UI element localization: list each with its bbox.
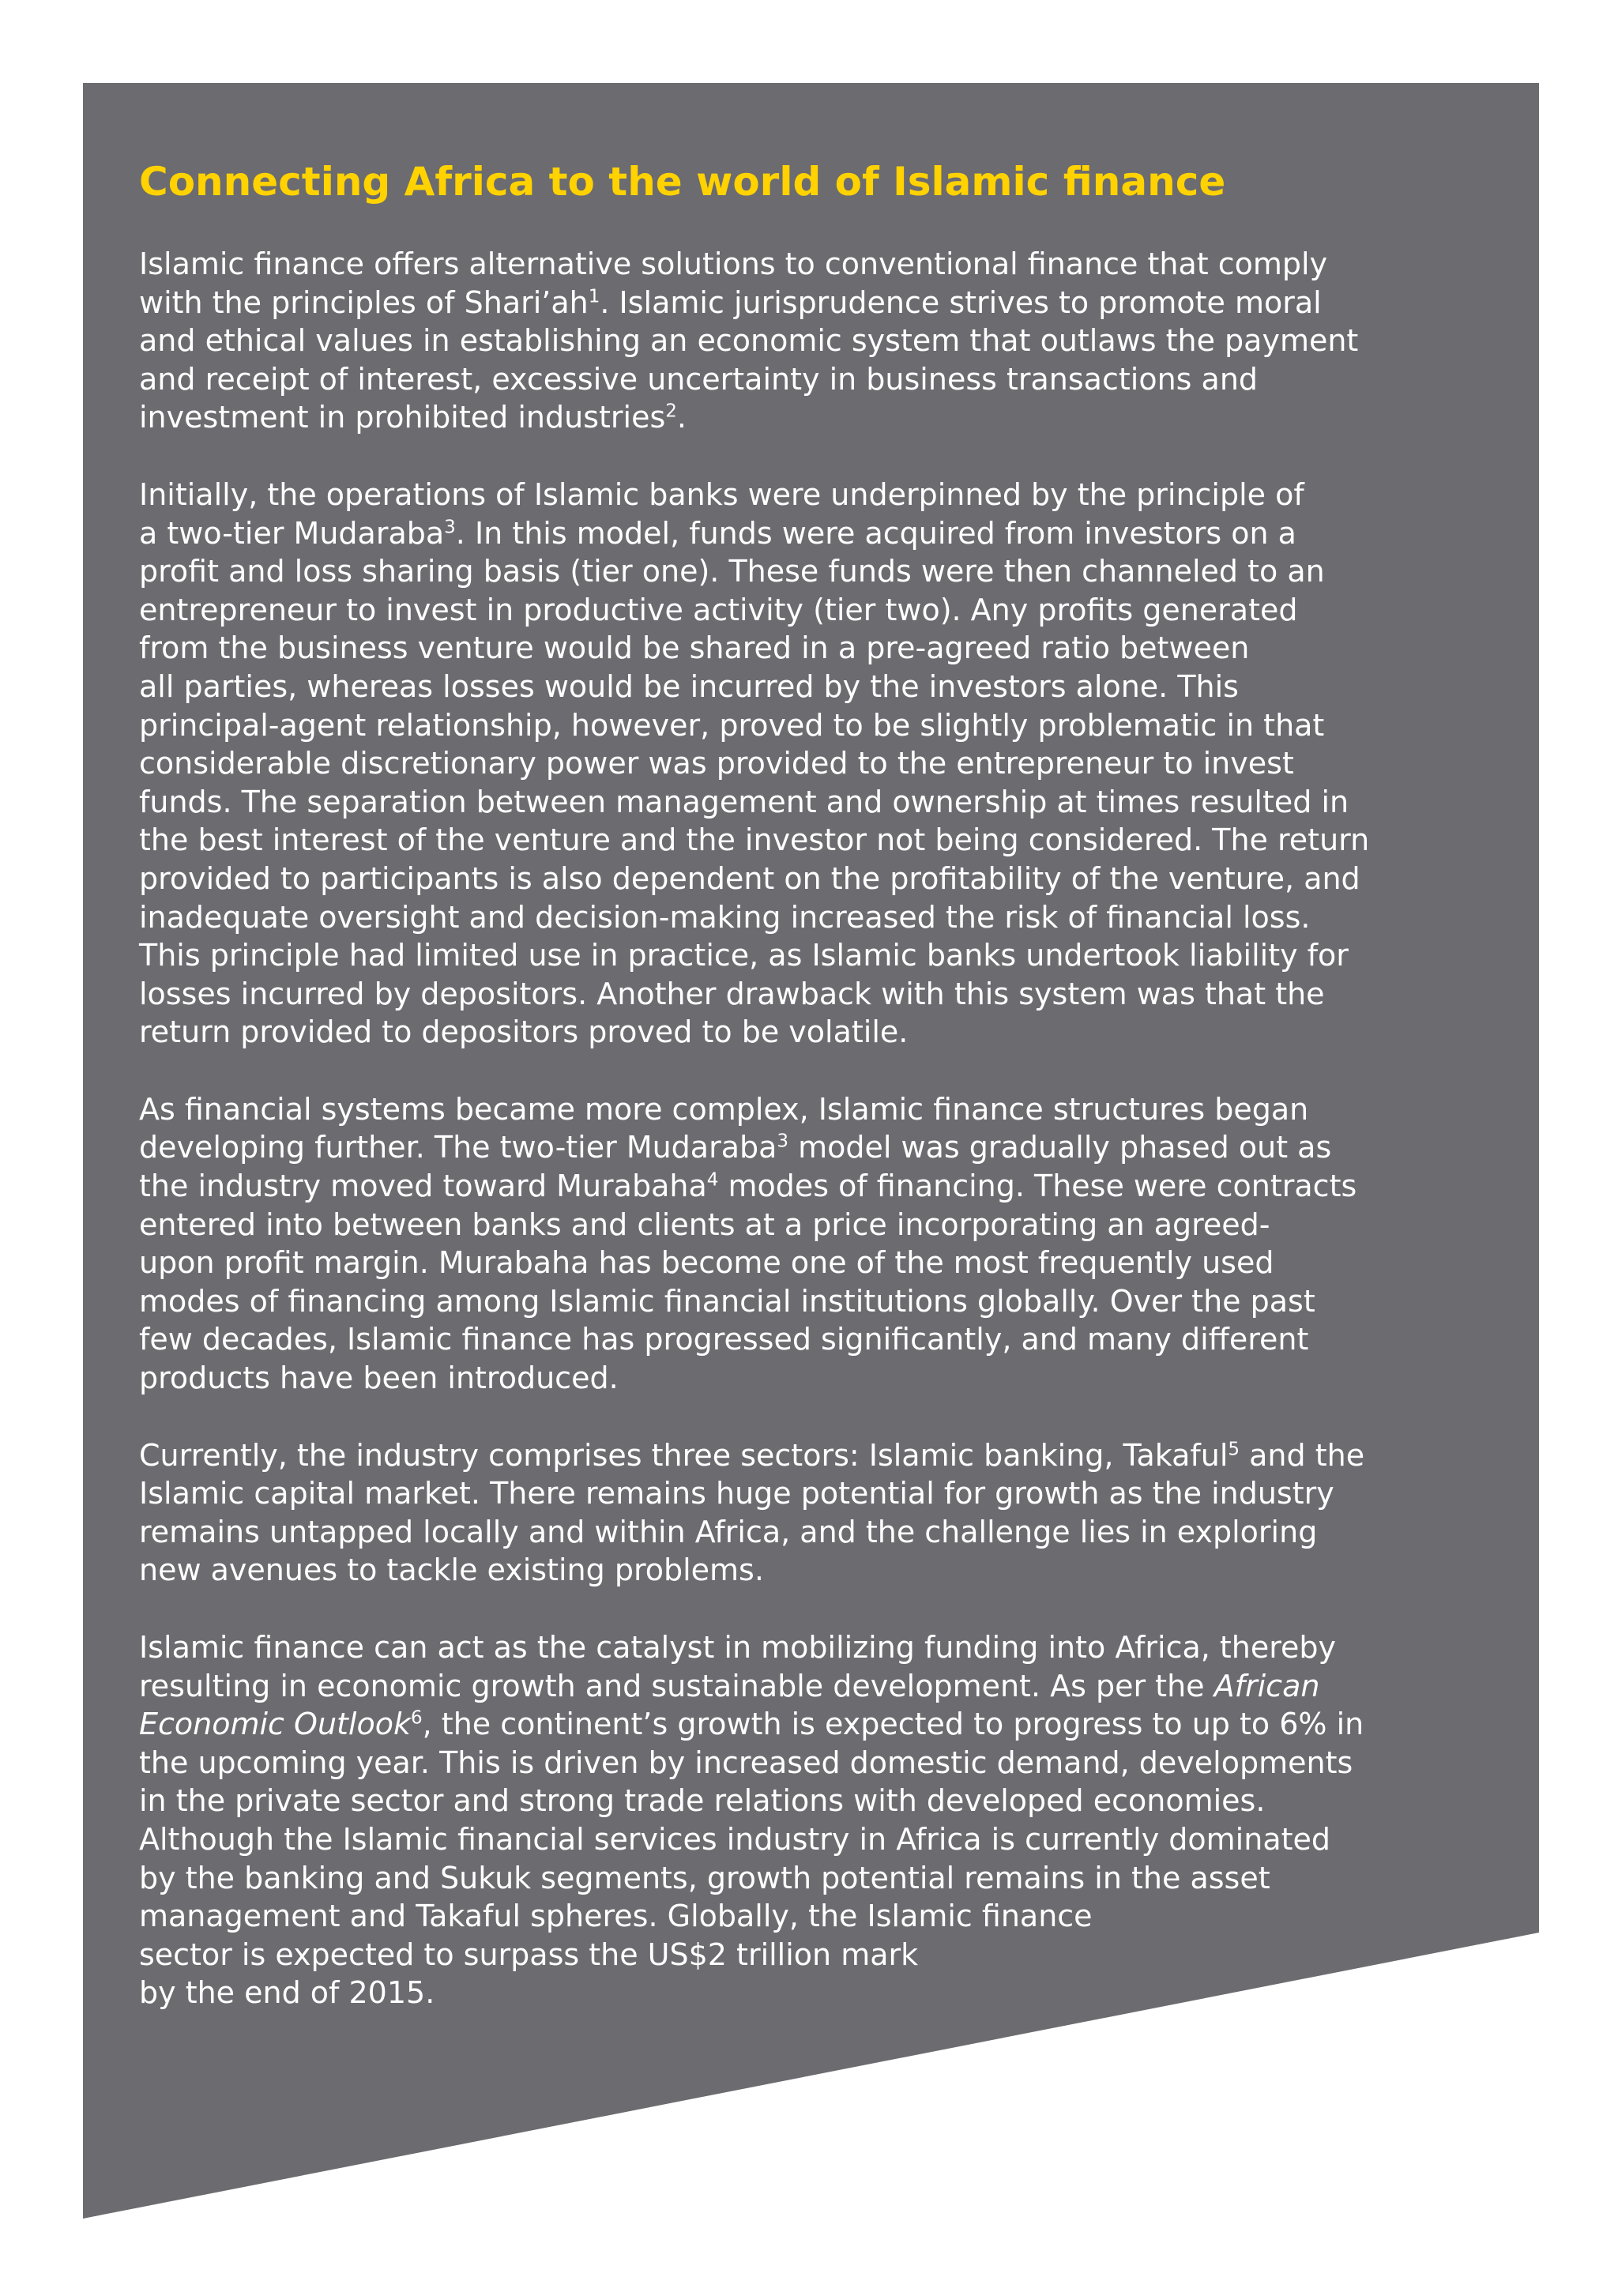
text-line: by the banking and Sukuk segments, growth potential remains in the asset	[139, 1860, 1270, 1895]
text-line: considerable discretionary power was provided to the entrepreneur to invest	[139, 746, 1294, 781]
paragraph-4	[139, 1436, 1482, 1590]
footnote-ref: 1	[588, 285, 600, 307]
text-line: resulting in economic growth and sustainable development. As per the African	[139, 1668, 1320, 1703]
text-line: by the end of 2015.	[139, 1975, 435, 2011]
text-line: principal-agent relationship, however, proved to be slightly problematic in that	[139, 707, 1325, 743]
text-line: new avenues to tackle existing problems.	[139, 1553, 764, 1588]
article-title: Connecting Africa to the world of Islamic finance	[139, 159, 1226, 205]
footnote-ref: 2	[665, 401, 677, 422]
text-line: Although the Islamic financial services industry in Africa is currently dominated	[139, 1821, 1331, 1857]
text-line: Islamic capital market. There remains huge potential for growth as the industry	[139, 1476, 1334, 1511]
text-line: profit and loss sharing basis (tier one). These funds were then channeled to an	[139, 554, 1325, 589]
publication-title: Economic Outlook	[139, 1707, 411, 1742]
footnote-ref: 6	[411, 1707, 423, 1729]
text-line: entered into between banks and clients at a price incorporating an agreed-	[139, 1206, 1270, 1242]
text-line: developing further. The two-tier Mudaraba$^3$ model was gradually phased out as	[139, 1130, 1332, 1165]
text-line: remains untapped locally and within Africa, and the challenge lies in exploring	[139, 1514, 1318, 1549]
text-line: Economic Outlook$^6$, the continent’s growth is expected to progress to up to 6% in	[139, 1707, 1364, 1742]
text-line: modes of financing among Islamic financial institutions globally. Over the past	[139, 1283, 1315, 1319]
text-line: Islamic finance can act as the catalyst in mobilizing funding into Africa, thereby	[139, 1630, 1337, 1665]
footnote-ref: 3	[444, 516, 456, 537]
text-line: Currently, the industry comprises three sectors: Islamic banking, Takaful$^5$ and the	[139, 1437, 1365, 1473]
text-line: sector is expected to surpass the US$2 trillion mark	[139, 1937, 919, 1972]
text-line: all parties, whereas losses would be incurred by the investors alone. This	[139, 668, 1239, 704]
text-line: As financial systems became more complex, Islamic finance structures began	[139, 1091, 1309, 1127]
text-line: This principle had limited use in practice, as Islamic banks undertook liability for	[139, 938, 1349, 973]
text-line: return provided to depositors proved to be volatile.	[139, 1014, 909, 1050]
text-line: Islamic finance offers alternative solutions to conventional finance that comply	[139, 247, 1328, 281]
text-line: management and Takaful spheres. Globally, the Islamic finance	[139, 1899, 1093, 1934]
text-line: products have been introduced.	[139, 1361, 619, 1396]
text-line: entrepreneur to invest in productive activity (tier two). Any profits generated	[139, 592, 1298, 627]
footnote-ref: 5	[1228, 1438, 1240, 1459]
text-line: upon profit margin. Murabaha has become one of the most frequently used	[139, 1245, 1274, 1281]
text-line: inadequate oversight and decision-making increased the risk of financial loss.	[139, 899, 1311, 935]
text-line: investment in prohibited industries$^2$.	[139, 400, 687, 435]
text-line: funds. The separation between management and ownership at times resulted in	[139, 784, 1349, 819]
text-line: and receipt of interest, excessive uncertainty in business transactions and	[139, 361, 1259, 397]
publication-title: African	[1214, 1668, 1320, 1703]
text-line: a two-tier Mudaraba$^3$. In this model, funds were acquired from investors on a	[139, 515, 1296, 551]
footnote-ref: 4	[706, 1169, 719, 1191]
text-line: the industry moved toward Murabaha$^4$ modes of financing. These were contracts	[139, 1169, 1357, 1204]
text-line: and ethical values in establishing an economic system that outlaws the payment	[139, 323, 1359, 359]
text-line: few decades, Islamic finance has progressed significantly, and many different	[139, 1322, 1309, 1357]
footnote-ref: 3	[777, 1131, 789, 1152]
text-line: losses incurred by depositors. Another drawback with this system was that the	[139, 976, 1325, 1011]
text-line: in the private sector and strong trade relations with developed economies.	[139, 1783, 1266, 1819]
paragraph-1	[139, 245, 1482, 437]
text-line: provided to participants is also dependent on the profitability of the venture, and	[139, 860, 1360, 896]
paragraph-2	[139, 476, 1482, 1052]
text-line: from the business venture would be shared in a pre-agreed ratio between	[139, 630, 1250, 666]
text-line: the best interest of the venture and the investor not being considered. The return	[139, 822, 1370, 858]
paragraph-5	[139, 1628, 1482, 2012]
text-line: the upcoming year. This is driven by increased domestic demand, developments	[139, 1745, 1353, 1780]
paragraph-3	[139, 1090, 1482, 1398]
text-line: Initially, the operations of Islamic banks were underpinned by the principle of	[139, 476, 1304, 512]
text-line: with the principles of $Shari’ah^1$. Islamic jurisprudence strives to promote moral	[139, 284, 1322, 320]
article-content	[139, 156, 1482, 2051]
